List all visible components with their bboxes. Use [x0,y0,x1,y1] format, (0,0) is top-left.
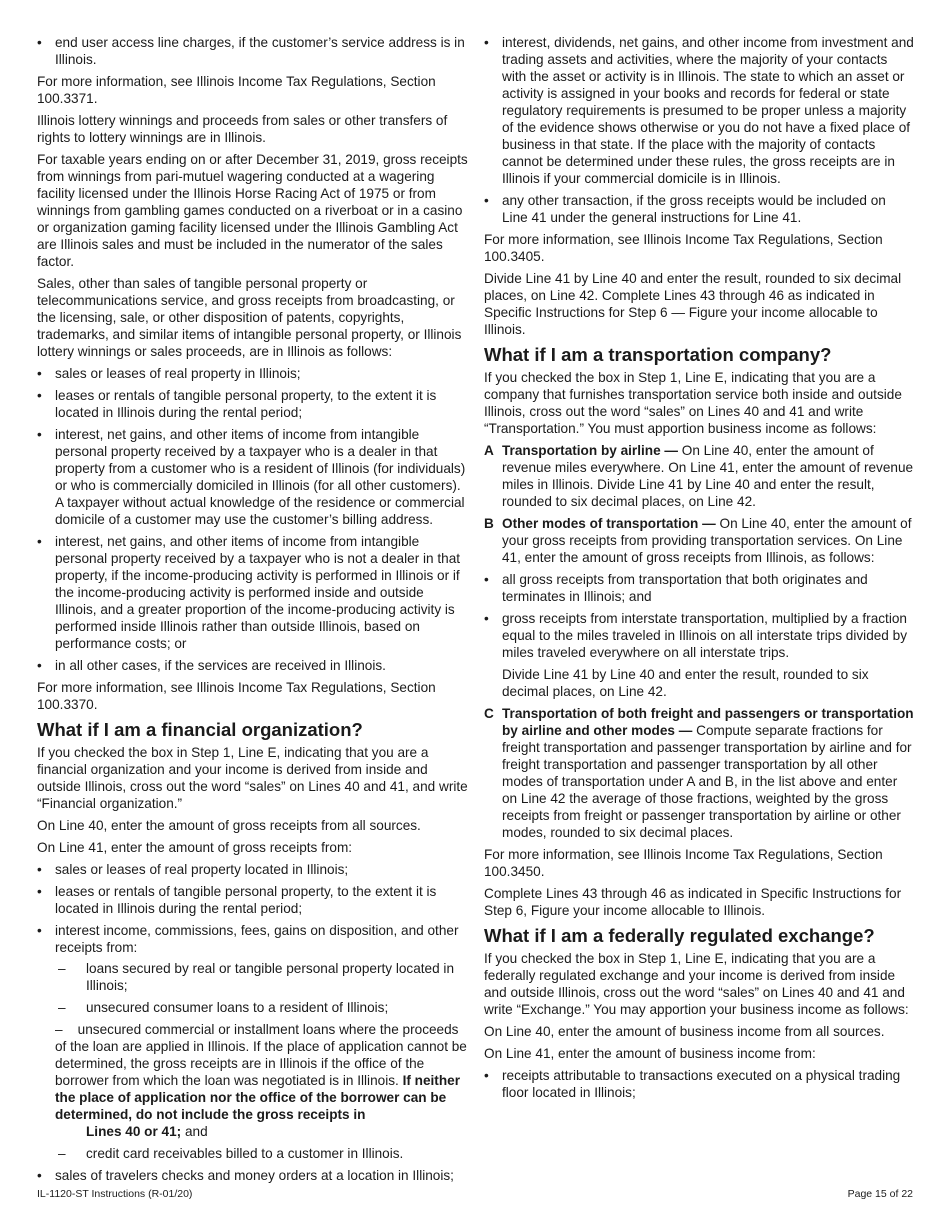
item-title: Other modes of transportation — [502,516,716,531]
footer-form-id: IL-1120-ST Instructions (R-01/20) [37,1188,193,1200]
heading-transportation-company: What if I am a transportation company? [484,344,832,365]
list-item: • interest, net gains, and other items of income from intangible personal property received by a taxpayer who is not a dealer in that property, if the income-producing activity is performed in Illinois or if the income-producing activity is performed inside and outside Illinois, and a greater proportion of the income-producing activity is performed inside Illinois rather than outside Illinois, based on performance costs; or [37,533,468,652]
complete-lines-paragraph: Complete Lines 43 through 46 as indicated in Specific Instructions for Step 6, Figure your income allocable to Illinois. [484,886,902,918]
more-info-3450: For more information, see Illinois Income Tax Regulations, Section 100.3450. [484,847,883,879]
heading-federally-regulated-exchange: What if I am a federally regulated exchange? [484,925,875,946]
sublist-item: – unsecured consumer loans to a resident of Illinois; [55,999,468,1016]
list-item: • sales of travelers checks and money orders at a location in Illinois; [37,1167,468,1184]
item-b-other-modes [484,515,914,566]
financial-list [37,861,468,1016]
list-item: • any other transaction, if the gross receipts would be included on Line 41 under the general instructions for Line 41. [484,192,914,226]
list-item: • receipts attributable to transactions executed on a physical trading floor located in Illinois; [484,1067,914,1101]
more-info-3370: For more information, see Illinois Income Tax Regulations, Section 100.3370. [37,680,436,712]
left-column [37,34,468,1189]
travelers-list [37,1167,468,1184]
list-item: • in all other cases, if the services are received in Illinois. [37,657,468,674]
list-item: • end user access line charges, if the customer’s service address is in Illinois. [37,34,468,68]
item-text: On Line 40, enter the amount of revenue miles everywhere. On Line 41, enter the amount of revenue miles in Illinois. Divide Line 41 by Line 40 and enter the result, rounded to six decimal places, on Line 42. [502,443,914,509]
list-item: • interest, dividends, net gains, and other income from investment and trading assets and activities, where the majority of your contacts with the asset or activity is in Illinois. The state to which an asset or activity is assigned in your books and records for federal or state regulatory requirements is presumed to be proper unless a majority of the evidence shows otherwise or you do not have a fixed place of business in that state. If the place with the majority of contacts cannot be determined under these rules, the gross receipts are in Illinois if your commercial domicile is in Illinois. [484,34,914,187]
list-item: • gross receipts from interstate transportation, multiplied by a fraction equal to the miles traveled in Illinois on all interstate trips divided by miles traveled everywhere on all interstate trips. [484,610,914,661]
credit-card-sublist [55,1145,468,1162]
unsecured-bold-lines: Lines 40 or 41; [86,1124,182,1139]
enduser-list [37,34,468,68]
receipts-sublist [55,960,468,1016]
item-text: On Line 40, enter the amount of your gross receipts from providing transportation services. On Line 41, enter the amount of gross receipts from Illinois, as follows: [502,516,912,565]
item-letter: A [484,443,494,458]
b-divide-paragraph: Divide Line 41 by Line 40 and enter the result, rounded to six decimal places, on Line 42. [502,667,869,699]
lottery-paragraph: Illinois lottery winnings and proceeds from sales or other transfers of rights to lottery winnings are in Illinois. [37,113,448,145]
unsecured-and: and [181,1124,208,1139]
item-letter: C [484,706,494,721]
unsecured-bold-note: If neither the place of application nor the office of the borrower can be determined, do not include the gross receipts in [55,1073,460,1122]
transportation-intro: If you checked the box in Step 1, Line E, indicating that you are a company that furnishes transportation service both inside and outside Illinois, cross out the word “sales” on Lines 40 and 41 and write “Transportation.” You must apportion business income as follows: [484,370,902,436]
list-item [37,922,468,1016]
sublist-item: – loans secured by real or tangible personal property located in Illinois; [55,960,468,994]
heading-financial-organization: What if I am a financial organization? [37,719,363,740]
list-item: • sales or leases of real property located in Illinois; [37,861,468,878]
item-title: Transportation of both freight and passengers or transportation by airline and other modes — [502,706,914,738]
list-item: • sales or leases of real property in Illinois; [37,365,468,382]
list-item: • leases or rentals of tangible personal property, to the extent it is located in Illinois during the rental period; [37,883,468,917]
financial-intro: If you checked the box in Step 1, Line E, indicating that you are a financial organization and your income is derived from inside and outside Illinois, cross out the word “sales” on Lines 40 and 41, and write “Financial organization.” [37,745,468,811]
footer-page-number: Page 15 of 22 [847,1188,913,1200]
list-item: • interest, net gains, and other items of income from intangible personal property received by a taxpayer who is a dealer in that property from a customer who is a resident of Illinois (for individuals) or who is commercially domiciled in Illinois (for all other customers). A taxpayer without actual knowledge of the residence or commercial domicile of a customer may use the customer’s billing address. [37,426,468,528]
line41-paragraph: On Line 41, enter the amount of gross receipts from: [37,840,353,855]
divide-paragraph: Divide Line 41 by Line 40 and enter the result, rounded to six decimal places, on Line 42. Complete Lines 43 through 46 as indicated in Specific Instructions for Step 6 — Figure your income allocable to Illinois. [484,271,902,337]
wagering-paragraph: For taxable years ending on or after December 31, 2019, gross receipts from winnings from pari-mutuel wagering conducted at a wagering facility licensed under the Illinois Horse Racing Act of 1975 or from winnings from gambling games conducted on a riverboat or in a casino or organization gaming facility licensed under the Illinois Gambling Act are Illinois sales and must be included in the numerator of the sales factor. [37,152,468,269]
item-a-airline [484,442,914,510]
item-text: Compute separate fractions for freight transportation and passenger transportation by airline and for freight transportation and passenger transportation by all other modes of transportation under A and B, in the list above and enter on Line 42 the average of those fractions, weighted by the gross receipts from freight or passenger transportation by airline or other modes, rounded to six decimal places. [502,723,912,840]
list-item-text: interest income, commissions, fees, gains on disposition, and other receipts from: [55,923,459,955]
item-c-freight-passengers [484,705,914,841]
more-info-3405: For more information, see Illinois Income Tax Regulations, Section 100.3405. [484,232,883,264]
list-item: • leases or rentals of tangible personal property, to the extent it is located in Illinois during the rental period; [37,387,468,421]
exchange-list [484,1067,914,1101]
investment-list [484,34,914,226]
more-info-3371: For more information, see Illinois Income Tax Regulations, Section 100.3371. [37,74,436,106]
line40-paragraph: On Line 40, enter the amount of gross receipts from all sources. [37,818,421,833]
exchange-line41: On Line 41, enter the amount of business income from: [484,1046,816,1061]
right-column [484,34,914,1106]
item-letter: B [484,516,494,531]
exchange-intro: If you checked the box in Step 1, Line E, indicating that you are a federally regulated exchange and your income is derived from inside and outside Illinois, cross out the word “sales” on Lines 40 and 41 and write “Exchange.” You may apportion your business income as follows: [484,951,909,1017]
sublist-item: – credit card receivables billed to a customer in Illinois. [55,1145,468,1162]
item-title: Transportation by airline — [502,443,678,458]
list-item: • all gross receipts from transportation that both originates and terminates in Illinois; and [484,571,914,605]
exchange-line40: On Line 40, enter the amount of business income from all sources. [484,1024,885,1039]
sales-paragraph: Sales, other than sales of tangible personal property or telecommunications service, and gross receipts from broadcasting, or the licensing, sale, or other disposition of patents, copyrights, trademarks, and similar items of intangible personal property, or Illinois lottery winnings or sales proceeds, are in Illinois as follows: [37,276,462,359]
sales-list [37,365,468,674]
b-list [484,571,914,661]
unsecured-commercial-loans-item [37,1021,468,1140]
unsecured-text: – unsecured commercial or installment loans where the proceeds of the loan are applied in Illinois. If the place of application cannot be determined, the gross receipts are in Illinois if the office of the borrower from which the loan was negotiated is in Illinois. [55,1022,467,1088]
